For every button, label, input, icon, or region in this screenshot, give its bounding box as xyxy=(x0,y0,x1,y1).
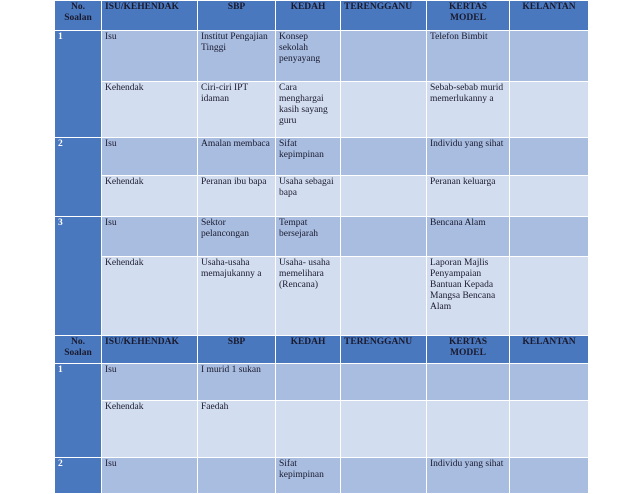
header-terengganu: TERENGGANU xyxy=(341,1,427,31)
cell-kelantan xyxy=(510,364,589,401)
cell-kelantan xyxy=(510,82,589,138)
table-row xyxy=(55,401,589,458)
cell-kelantan xyxy=(510,401,589,458)
cell-kedah: Cara menghargai kasih sayang guru xyxy=(276,82,341,138)
cell-kelantan xyxy=(510,458,589,494)
cell-type: Isu xyxy=(102,217,198,257)
cell-kertas: Sebab-sebab murid memerlukanny a xyxy=(427,82,510,138)
cell-terengganu xyxy=(341,82,427,138)
header-kertas: KERTAS MODEL xyxy=(427,336,510,364)
cell-kedah: Usaha sebagai bapa xyxy=(276,176,341,217)
cell-type: Kehendak xyxy=(102,176,198,217)
cell-type: Isu xyxy=(102,138,198,176)
cell-terengganu xyxy=(341,401,427,458)
cell-kelantan xyxy=(510,217,589,257)
cell-kedah: Tempat bersejarah xyxy=(276,217,341,257)
table-row xyxy=(55,176,589,217)
cell-kelantan xyxy=(510,31,589,82)
cell-kedah: Sifat kepimpinan xyxy=(276,458,341,494)
header-kedah: KEDAH xyxy=(276,1,341,31)
header-isu: ISU/KEHENDAK xyxy=(102,1,198,31)
cell-type: Kehendak xyxy=(102,257,198,336)
cell-kertas: Individu yang sihat xyxy=(427,458,510,494)
comparison-table xyxy=(54,0,589,494)
cell-sbp: Peranan ibu bapa xyxy=(198,176,276,217)
cell-kertas: Bencana Alam xyxy=(427,217,510,257)
cell-kertas xyxy=(427,364,510,401)
cell-sbp: I murid 1 sukan xyxy=(198,364,276,401)
question-number: 3 xyxy=(55,217,102,336)
cell-terengganu xyxy=(341,458,427,494)
cell-terengganu xyxy=(341,31,427,82)
table-row xyxy=(55,31,589,82)
cell-kedah: Usaha- usaha memelihara (Rencana) xyxy=(276,257,341,336)
table-header-row xyxy=(55,336,589,364)
cell-terengganu xyxy=(341,257,427,336)
header-kelantan: KELANTAN xyxy=(510,336,589,364)
cell-type: Kehendak xyxy=(102,82,198,138)
cell-type: Isu xyxy=(102,364,198,401)
header-kelantan: KELANTAN xyxy=(510,1,589,31)
cell-sbp: Usaha-usaha memajukanny a xyxy=(198,257,276,336)
table-row xyxy=(55,217,589,257)
header-no: No. Soalan xyxy=(55,1,102,31)
cell-sbp: Sektor pelancongan xyxy=(198,217,276,257)
table-row xyxy=(55,138,589,176)
header-sbp: SBP xyxy=(198,1,276,31)
cell-kedah: Konsep sekolah penyayang xyxy=(276,31,341,82)
cell-kertas: Peranan keluarga xyxy=(427,176,510,217)
cell-kertas: Individu yang sihat xyxy=(427,138,510,176)
header-isu: ISU/KEHENDAK xyxy=(102,336,198,364)
cell-kedah xyxy=(276,364,341,401)
cell-kedah xyxy=(276,401,341,458)
cell-terengganu xyxy=(341,176,427,217)
header-sbp: SBP xyxy=(198,336,276,364)
table-header-row xyxy=(55,1,589,31)
question-number: 1 xyxy=(55,31,102,138)
cell-sbp: Amalan membaca xyxy=(198,138,276,176)
cell-kertas: Telefon Bimbit xyxy=(427,31,510,82)
cell-kedah: Sifat kepimpinan xyxy=(276,138,341,176)
cell-type: Isu xyxy=(102,31,198,82)
cell-terengganu xyxy=(341,138,427,176)
header-kertas: KERTAS MODEL xyxy=(427,1,510,31)
cell-kelantan xyxy=(510,176,589,217)
question-number: 2 xyxy=(55,138,102,217)
cell-terengganu xyxy=(341,217,427,257)
cell-terengganu xyxy=(341,364,427,401)
cell-kertas xyxy=(427,401,510,458)
table-row xyxy=(55,257,589,336)
table-row xyxy=(55,458,589,494)
table-row xyxy=(55,82,589,138)
cell-sbp: Ciri-ciri IPT idaman xyxy=(198,82,276,138)
question-number: 1 xyxy=(55,364,102,458)
cell-sbp xyxy=(198,458,276,494)
cell-type: Isu xyxy=(102,458,198,494)
cell-sbp: Institut Pengajian Tinggi xyxy=(198,31,276,82)
header-kedah: KEDAH xyxy=(276,336,341,364)
cell-kertas: Laporan Majlis Penyampaian Bantuan Kepada Mangsa Bencana Alam xyxy=(427,257,510,336)
table-row xyxy=(55,364,589,401)
cell-kelantan xyxy=(510,257,589,336)
cell-kelantan xyxy=(510,138,589,176)
header-no: No. Soalan xyxy=(55,336,102,364)
header-terengganu: TERENGGANU xyxy=(341,336,427,364)
cell-type: Kehendak xyxy=(102,401,198,458)
cell-sbp: Faedah xyxy=(198,401,276,458)
question-number: 2 xyxy=(55,458,102,494)
document-page xyxy=(54,0,588,494)
